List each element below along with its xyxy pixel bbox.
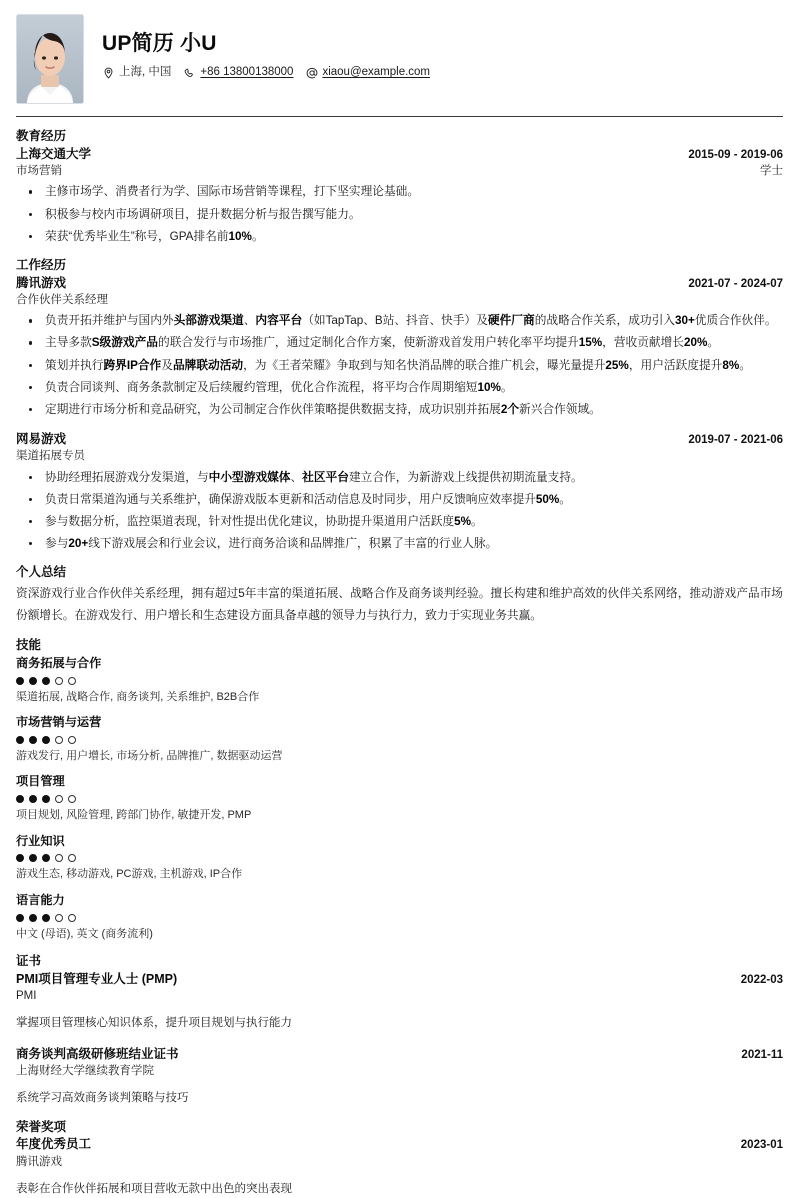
bullet-item: 协助经理拓展游戏分发渠道，与中小型游戏媒体、社区平台建立合作，为新游戏上线提供初期流量支持。 <box>16 469 783 487</box>
certificate-issuer: PMI <box>16 990 37 1003</box>
skill-keywords: 中文 (母语), 英文 (商务流利) <box>16 927 153 940</box>
section-awards <box>16 1119 783 1198</box>
skill-dot-empty <box>55 854 63 862</box>
certificate-header <box>16 971 783 989</box>
avatar <box>16 14 84 104</box>
skill-dot-filled <box>42 914 50 922</box>
skill-dot-filled <box>16 736 24 744</box>
contact-phone-text[interactable]: +86 13800138000 <box>200 66 294 79</box>
skill-dot-filled <box>42 677 50 685</box>
bullet-item: 负责日常渠道沟通与关系维护，确保游戏版本更新和活动信息及时同步，用户反馈响应效率提升50%。 <box>16 491 783 509</box>
skill-keywords: 项目规划, 风险管理, 跨部门协作, 敏捷开发, PMP <box>16 809 252 822</box>
skill-dot-filled <box>16 795 24 803</box>
contact-phone[interactable] <box>183 66 293 80</box>
summary-text: 资深游戏行业合作伙伴关系经理，拥有超过5年丰富的渠道拓展、战略合作及商务谈判经验。擅长构建和维护高效的伙伴关系网络，推动游戏产品市场份额增长。在游戏发行、用户增长和生态建设方面具备卓越的领导力与执行力，致力于实现业务共赢。 <box>16 586 783 622</box>
work-bullets <box>16 469 783 554</box>
certificate-item <box>16 971 783 1033</box>
section-work <box>16 257 783 553</box>
skill-name: 市场营销与运营 <box>16 715 102 730</box>
skill-item <box>16 773 783 823</box>
skill-keywords: 游戏生态, 移动游戏, PC游戏, 主机游戏, IP合作 <box>16 868 243 881</box>
skill-level-dots <box>16 854 783 862</box>
certificate-date: 2021-11 <box>741 1048 783 1061</box>
award-item <box>16 1136 783 1198</box>
work-company: 网易游戏 <box>16 431 67 446</box>
skill-name: 项目管理 <box>16 774 65 789</box>
skill-dot-filled <box>29 914 37 922</box>
work-entry-header <box>16 431 783 449</box>
award-date: 2023-01 <box>740 1139 783 1152</box>
certificate-date: 2022-03 <box>740 973 783 986</box>
skill-level-dots <box>16 914 783 922</box>
section-certificates <box>16 953 783 1108</box>
skill-item <box>16 655 783 705</box>
skill-dot-empty <box>55 914 63 922</box>
contact-list <box>102 66 442 80</box>
skill-dot-empty <box>55 736 63 744</box>
bullet-item: 参与20+线下游戏展会和行业会议，进行商务洽谈和品牌推广，积累了丰富的行业人脉。 <box>16 535 783 553</box>
certificate-issuer: 上海财经大学继续教育学院 <box>16 1065 154 1078</box>
certificate-name: PMI项目管理专业人士 (PMP) <box>16 971 178 986</box>
skill-dot-empty <box>55 795 63 803</box>
education-bullets <box>16 183 783 245</box>
education-major: 市场营销 <box>16 165 62 178</box>
award-desc: 表彰在合作伙伴拓展和项目营收无款中出色的突出表现 <box>16 1183 292 1196</box>
bullet-item: 负责开拓并维护与国内外头部游戏渠道、内容平台（如TapTap、B站、抖音、快手）及硬件厂商的战略合作关系，成功引入30+优质合作伙伴。 <box>16 312 783 330</box>
at-sign-icon <box>305 67 318 80</box>
work-entry-header <box>16 275 783 293</box>
work-company: 腾讯游戏 <box>16 275 67 290</box>
section-title-skills: 技能 <box>16 638 42 653</box>
skill-name: 语言能力 <box>16 892 65 907</box>
bullet-item: 定期进行市场分析和竞品研究，为公司制定合作伙伴策略提供数据支持，成功识别并拓展2个新兴合作领域。 <box>16 401 783 419</box>
bullet-item: 策划并执行跨界IP合作及品牌联动活动，为《王者荣耀》争取到与知名快消品牌的联合推广机会，曝光量提升25%，用户活跃度提升8%。 <box>16 357 783 375</box>
skills-list <box>16 655 783 942</box>
phone-icon <box>183 67 196 80</box>
skill-dot-empty <box>68 914 76 922</box>
skill-level-dots <box>16 736 783 744</box>
certificate-desc: 掌握项目管理核心知识体系，提升项目规划与执行能力 <box>16 1017 292 1030</box>
certificate-item <box>16 1046 783 1108</box>
skill-name: 商务拓展与合作 <box>16 656 102 671</box>
skill-dot-filled <box>42 854 50 862</box>
skill-dot-empty <box>68 795 76 803</box>
award-header <box>16 1136 783 1154</box>
certificate-header <box>16 1046 783 1064</box>
education-entry-subheader <box>16 163 783 179</box>
certificate-desc: 系统学习高效商务谈判策略与技巧 <box>16 1092 189 1105</box>
skill-keywords: 游戏发行, 用户增长, 市场分析, 品牌推广, 数据驱动运营 <box>16 749 283 762</box>
bullet-item: 主修市场学、消费者行为学、国际市场营销等课程，打下坚实理论基础。 <box>16 183 783 201</box>
section-title-education: 教育经历 <box>16 129 67 143</box>
bullet-item: 积极参与校内市场调研项目，提升数据分析与报告撰写能力。 <box>16 206 783 224</box>
work-entry <box>16 275 783 419</box>
skill-dot-filled <box>16 854 24 862</box>
award-name: 年度优秀员工 <box>16 1137 92 1152</box>
work-entry <box>16 431 783 553</box>
skill-dot-filled <box>16 914 24 922</box>
section-title-work: 工作经历 <box>16 257 67 272</box>
work-role: 渠道拓展专员 <box>16 450 85 463</box>
page-title: UP简历 小U <box>102 32 217 55</box>
skill-dot-empty <box>68 854 76 862</box>
bullet-item: 参与数据分析，监控渠道表现，针对性提出优化建议，协助提升渠道用户活跃度5%。 <box>16 513 783 531</box>
work-bullets <box>16 312 783 419</box>
section-skills <box>16 637 783 942</box>
contact-location-text: 上海, 中国 <box>119 66 172 79</box>
work-period: 2021-07 - 2024-07 <box>688 277 783 290</box>
skill-item <box>16 714 783 764</box>
skill-dot-empty <box>55 677 63 685</box>
education-degree: 学士 <box>760 165 783 178</box>
header-divider <box>16 116 783 117</box>
contact-location <box>102 66 171 80</box>
skill-keywords: 渠道拓展, 战略合作, 商务谈判, 关系维护, B2B合作 <box>16 690 260 703</box>
certificate-name: 商务谈判高级研修班结业证书 <box>16 1046 179 1061</box>
education-entry <box>16 146 783 246</box>
section-title-awards: 荣誉奖项 <box>16 1119 67 1134</box>
skill-dot-filled <box>29 677 37 685</box>
bullet-item: 负责合同谈判、商务条款制定及后续履约管理，优化合作流程，将平均合作周期缩短10%。 <box>16 379 783 397</box>
skill-level-dots <box>16 795 783 803</box>
resume-header <box>16 0 783 116</box>
section-summary <box>16 564 783 626</box>
skill-dot-filled <box>29 795 37 803</box>
education-entry-header <box>16 146 783 164</box>
contact-email-text[interactable]: xiaou@example.com <box>322 66 431 79</box>
education-school: 上海交通大学 <box>16 146 92 161</box>
section-title-summary: 个人总结 <box>16 565 67 580</box>
contact-email[interactable] <box>305 66 430 80</box>
work-period: 2019-07 - 2021-06 <box>688 433 783 446</box>
skill-dot-filled <box>29 854 37 862</box>
work-role: 合作伙伴关系经理 <box>16 294 108 307</box>
bullet-item: 主导多款S级游戏产品的联合发行与市场推广，通过定制化合作方案，使新游戏首发用户转化率平均提升15%，营收贡献增长20%。 <box>16 334 783 352</box>
skill-dot-filled <box>16 677 24 685</box>
header-text <box>102 14 442 80</box>
skill-dot-filled <box>29 736 37 744</box>
education-period: 2015-09 - 2019-06 <box>688 148 783 161</box>
award-issuer: 腾讯游戏 <box>16 1155 62 1168</box>
skill-dot-empty <box>68 677 76 685</box>
skill-dot-filled <box>42 795 50 803</box>
skill-item <box>16 892 783 942</box>
skill-dot-filled <box>42 736 50 744</box>
location-pin-icon <box>102 67 115 80</box>
skill-item <box>16 833 783 883</box>
skill-dot-empty <box>68 736 76 744</box>
section-title-certificates: 证书 <box>16 954 42 968</box>
skill-name: 行业知识 <box>16 833 65 848</box>
section-education <box>16 128 783 246</box>
skill-level-dots <box>16 677 783 685</box>
bullet-item: 荣获“优秀毕业生”称号，GPA排名前10%。 <box>16 228 783 246</box>
